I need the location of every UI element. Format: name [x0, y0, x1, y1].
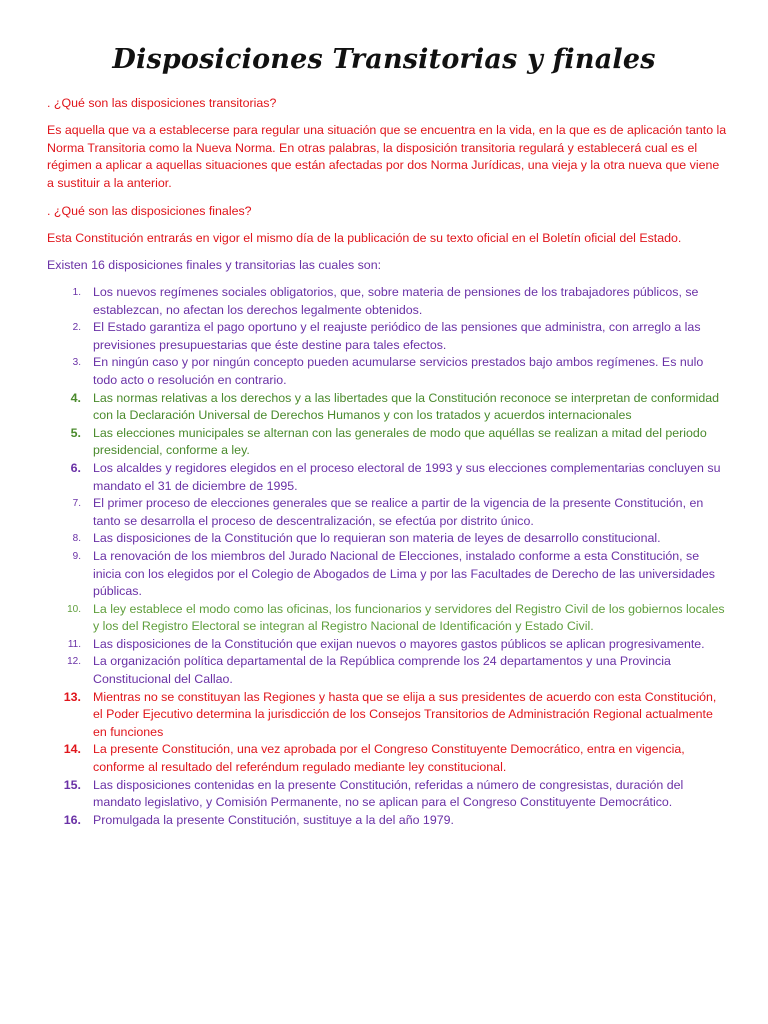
list-item-number: 15.: [63, 777, 81, 792]
list-item-number: 12.: [67, 656, 81, 668]
list-item-text: En ningún caso y por ningún concepto pueden acumularse servicios prestados bajo ambos regímenes. Es nulo todo acto o resolución en contrario.: [93, 355, 704, 387]
question-transitional: . ¿Qué son las disposiciones transitorias?: [47, 96, 277, 110]
list-item-text: Las elecciones municipales se alternan con las generales de modo que aquéllas se realizan a mitad del periodo presidencial, conforme a ley.: [93, 425, 707, 458]
list-item-number: 13.: [63, 689, 81, 704]
answer-transitional: Es aquella que va a establecerse para regular una situación que se encuentra en la vida, en la que es de aplicación tanto la Norma Transitoria como la Nueva Norma. En otras palabras, la disposición transitoria regulará y establecerá cual es el régimen a aplicar a aquellas situaciones que están afectadas por dos Norma Jurídicas, una vieja y la otra nueva que viene a sustituir a la anterior.: [47, 123, 727, 190]
list-item-text: Promulgada la presente Constitución, sustituye a la del año 1979.: [93, 812, 454, 827]
list-item-text: Las disposiciones de la Constitución que exijan nuevos o mayores gastos públicos se aplican progresivamente.: [93, 636, 705, 651]
list-item: [47, 390, 727, 425]
list-item: [47, 689, 727, 742]
answer-final: Esta Constitución entrarás en vigor el mismo día de la publicación de su texto oficial en el Boletín oficial del Estado.: [47, 231, 682, 245]
list-item-number: 7.: [72, 498, 81, 510]
list-item: [47, 548, 727, 601]
list-item-text: Las disposiciones contenidas en la presente Constitución, referidas a número de congresistas, duración del mandato legislativo, y Comisión Permanente, no se aplican para el Congreso Constituyente Democrático.: [93, 777, 684, 810]
list-item: [47, 812, 727, 830]
list-item: [47, 741, 727, 776]
list-item-text: Las disposiciones de la Constitución que lo requieran son materia de leyes de desarrollo constitucional.: [93, 531, 661, 546]
list-item-number: 16.: [63, 812, 81, 827]
list-item-text: La organización política departamental de la República comprende los 24 departamentos y una Provincia Constitucional del Callao.: [93, 654, 671, 687]
list-item-text: El primer proceso de elecciones generales que se realice a partir de la vigencia de la presente Constitución, en tanto se desarrolla el proceso de descentralización, se efectúa por distrito único.: [93, 496, 704, 528]
list-item: [47, 284, 727, 319]
list-intro: Existen 16 disposiciones finales y transitorias las cuales son:: [47, 258, 382, 272]
list-item-number: 5.: [70, 425, 81, 440]
list-item-text: La ley establece el modo como las oficinas, los funcionarios y servidores del Registro Civil de los gobiernos locales y los del Registro Electoral se integran al Registro Nacional de Identificación y Estado Civil.: [93, 601, 725, 634]
list-item-number: 2.: [72, 322, 81, 334]
list-item-number: 6.: [70, 460, 81, 475]
list-item: [47, 777, 727, 812]
list-item: [47, 495, 727, 530]
list-item-number: 1.: [72, 287, 81, 298]
list-item-number: 14.: [63, 742, 81, 757]
list-item-text: Los nuevos regímenes sociales obligatorios, que, sobre materia de pensiones de los trabajadores públicos, se establezcan, no afectan los derechos legalmente obtenidos.: [93, 285, 699, 317]
list-item: [47, 460, 727, 495]
list-item: [47, 530, 727, 548]
list-item-text: Los alcaldes y regidores elegidos en el proceso electoral de 1993 y sus elecciones complementarias concluyen su mandato el 31 de diciembre de 1995.: [93, 460, 721, 493]
list-item-text: Mientras no se constituyan las Regiones y hasta que se elija a sus presidentes de acuerdo con esta Constitución, el Poder Ejecutivo determina la jurisdicción de los Consejos Transitorios de Administración Regional actualmente en funciones: [93, 689, 717, 739]
list-item: [47, 653, 727, 688]
list-item: [47, 636, 727, 654]
list-item: [47, 354, 727, 389]
question-final: . ¿Qué son las disposiciones finales?: [47, 204, 252, 218]
list-item: [47, 601, 727, 636]
list-item: [47, 319, 727, 354]
disposiciones-list: [47, 284, 727, 829]
list-item-text: Las normas relativas a los derechos y a las libertades que la Constitución reconoce se interpretan de conformidad con la Declaración Universal de Derechos Humanos y con los tratados y acuerdos internacionales: [93, 390, 720, 423]
list-item-number: 8.: [72, 533, 81, 545]
list-item-text: La presente Constitución, una vez aprobada por el Congreso Constituyente Democrático, entra en vigencia, conforme al resultado del referéndum regulado mediante ley constitucional.: [93, 742, 685, 775]
list-item-number: 3.: [72, 357, 81, 369]
list-item: [47, 425, 727, 460]
list-item-text: La renovación de los miembros del Jurado Nacional de Elecciones, instalado conforme a esta Constitución, se inicia con los elegidos por el Colegio de Abogados de Lima y por las Facultades de Derecho de las universidades públicas.: [93, 548, 715, 599]
list-item-number: 11.: [67, 638, 81, 650]
list-item-number: 4.: [70, 390, 81, 405]
list-item-number: 10.: [67, 603, 81, 615]
list-item-text: El Estado garantiza el pago oportuno y el reajuste periódico de las pensiones que administra, con arreglo a las previsiones presupuestarias que éste destine para tales efectos.: [93, 320, 701, 352]
document-title: Disposiciones Transitorias y finales: [112, 44, 656, 75]
list-item-number: 9.: [72, 550, 81, 562]
